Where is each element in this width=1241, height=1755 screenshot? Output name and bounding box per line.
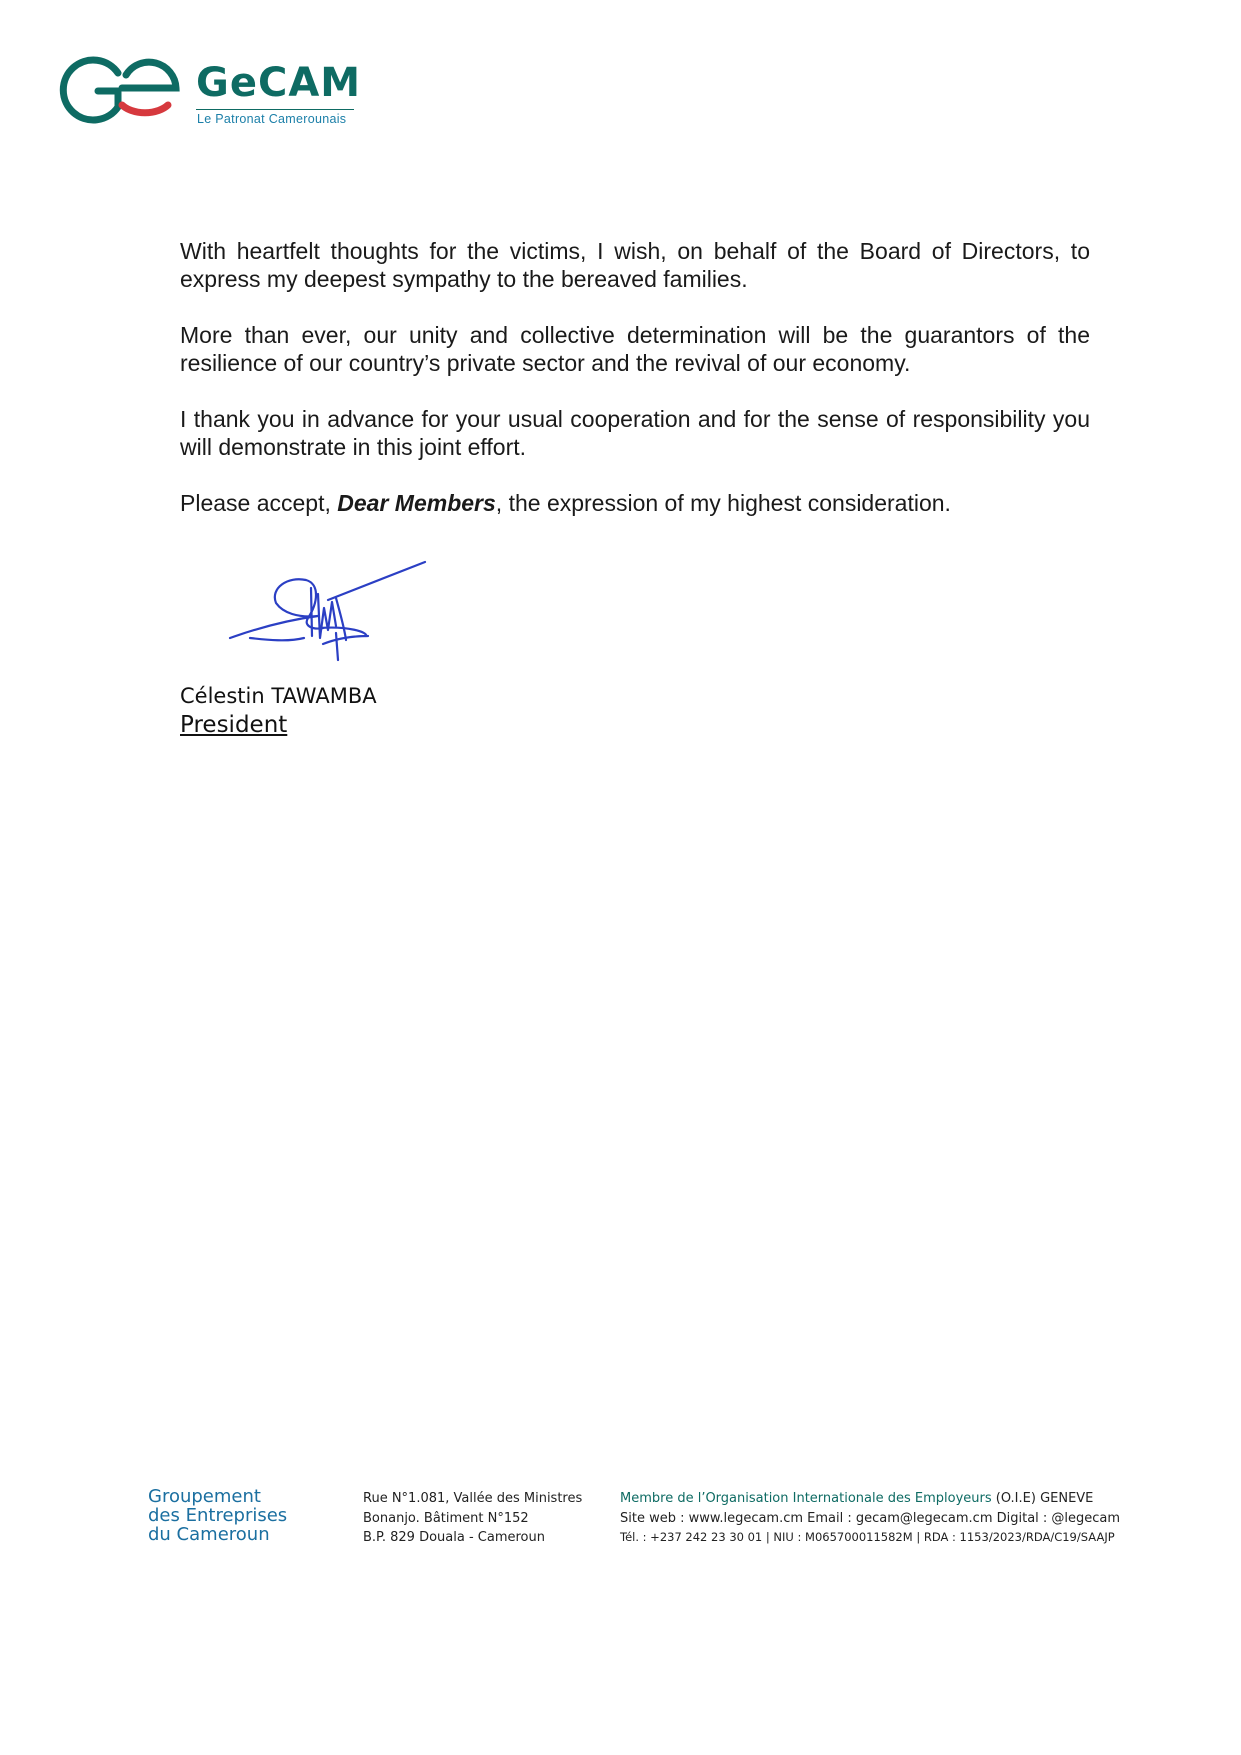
closing-salutation: Dear Members bbox=[337, 490, 496, 516]
closing-paragraph bbox=[180, 489, 1090, 517]
closing-suffix: , the expression of my highest consideration. bbox=[495, 490, 951, 516]
membership-suffix: (O.I.E) GENEVE bbox=[991, 1491, 1094, 1506]
address-line-3: B.P. 829 Douala - Cameroun bbox=[363, 1530, 545, 1545]
closing-prefix: Please accept, bbox=[180, 490, 338, 516]
phone-registration-line: Tél. : +237 242 23 30 01 | NIU : M065700011582M | RDA : 1153/2023/RDA/C19/SAAJP bbox=[620, 1530, 1115, 1544]
org-line-2: des Entreprises bbox=[148, 1505, 288, 1526]
signer-name: Célestin TAWAMBA bbox=[180, 684, 377, 708]
address-line-1: Rue N°1.081, Vallée des Ministres bbox=[363, 1491, 583, 1506]
ge-monogram-icon bbox=[56, 55, 181, 125]
web-contact-line: Site web : www.legecam.cm Email : gecam@legecam.cm Digital : @legecam bbox=[620, 1510, 1121, 1526]
footer-organization bbox=[148, 1487, 287, 1544]
membership-line bbox=[620, 1489, 1120, 1509]
handwritten-signature-icon bbox=[228, 558, 428, 663]
footer-address bbox=[363, 1489, 582, 1548]
paragraph-sympathy: With heartfelt thoughts for the victims, I wish, on behalf of the Board of Directors, to express my deepest sympathy to the bereaved families. bbox=[180, 238, 1090, 292]
paragraph-unity: More than ever, our unity and collective determination will be the guarantors of the resilience of our country’s private sector and the revival of our economy. bbox=[180, 322, 1090, 376]
address-line-2: Bonanjo. Bâtiment N°152 bbox=[363, 1510, 529, 1526]
signer-title: President bbox=[180, 712, 288, 738]
org-line-3: du Cameroun bbox=[148, 1524, 270, 1545]
gecam-logo bbox=[56, 55, 376, 130]
paragraph-thanks: I thank you in advance for your usual cooperation and for the sense of responsibility you will demonstrate in this joint effort. bbox=[180, 406, 1090, 460]
brand-name: GeCAM bbox=[196, 60, 362, 106]
letter-body bbox=[180, 237, 1090, 545]
brand-divider bbox=[196, 109, 354, 110]
org-line-1: Groupement bbox=[148, 1486, 261, 1507]
brand-tagline: Le Patronat Camerounais bbox=[197, 112, 347, 126]
footer-contact bbox=[620, 1489, 1120, 1548]
membership-label: Membre de l’Organisation Internationale des Employeurs bbox=[620, 1491, 992, 1506]
